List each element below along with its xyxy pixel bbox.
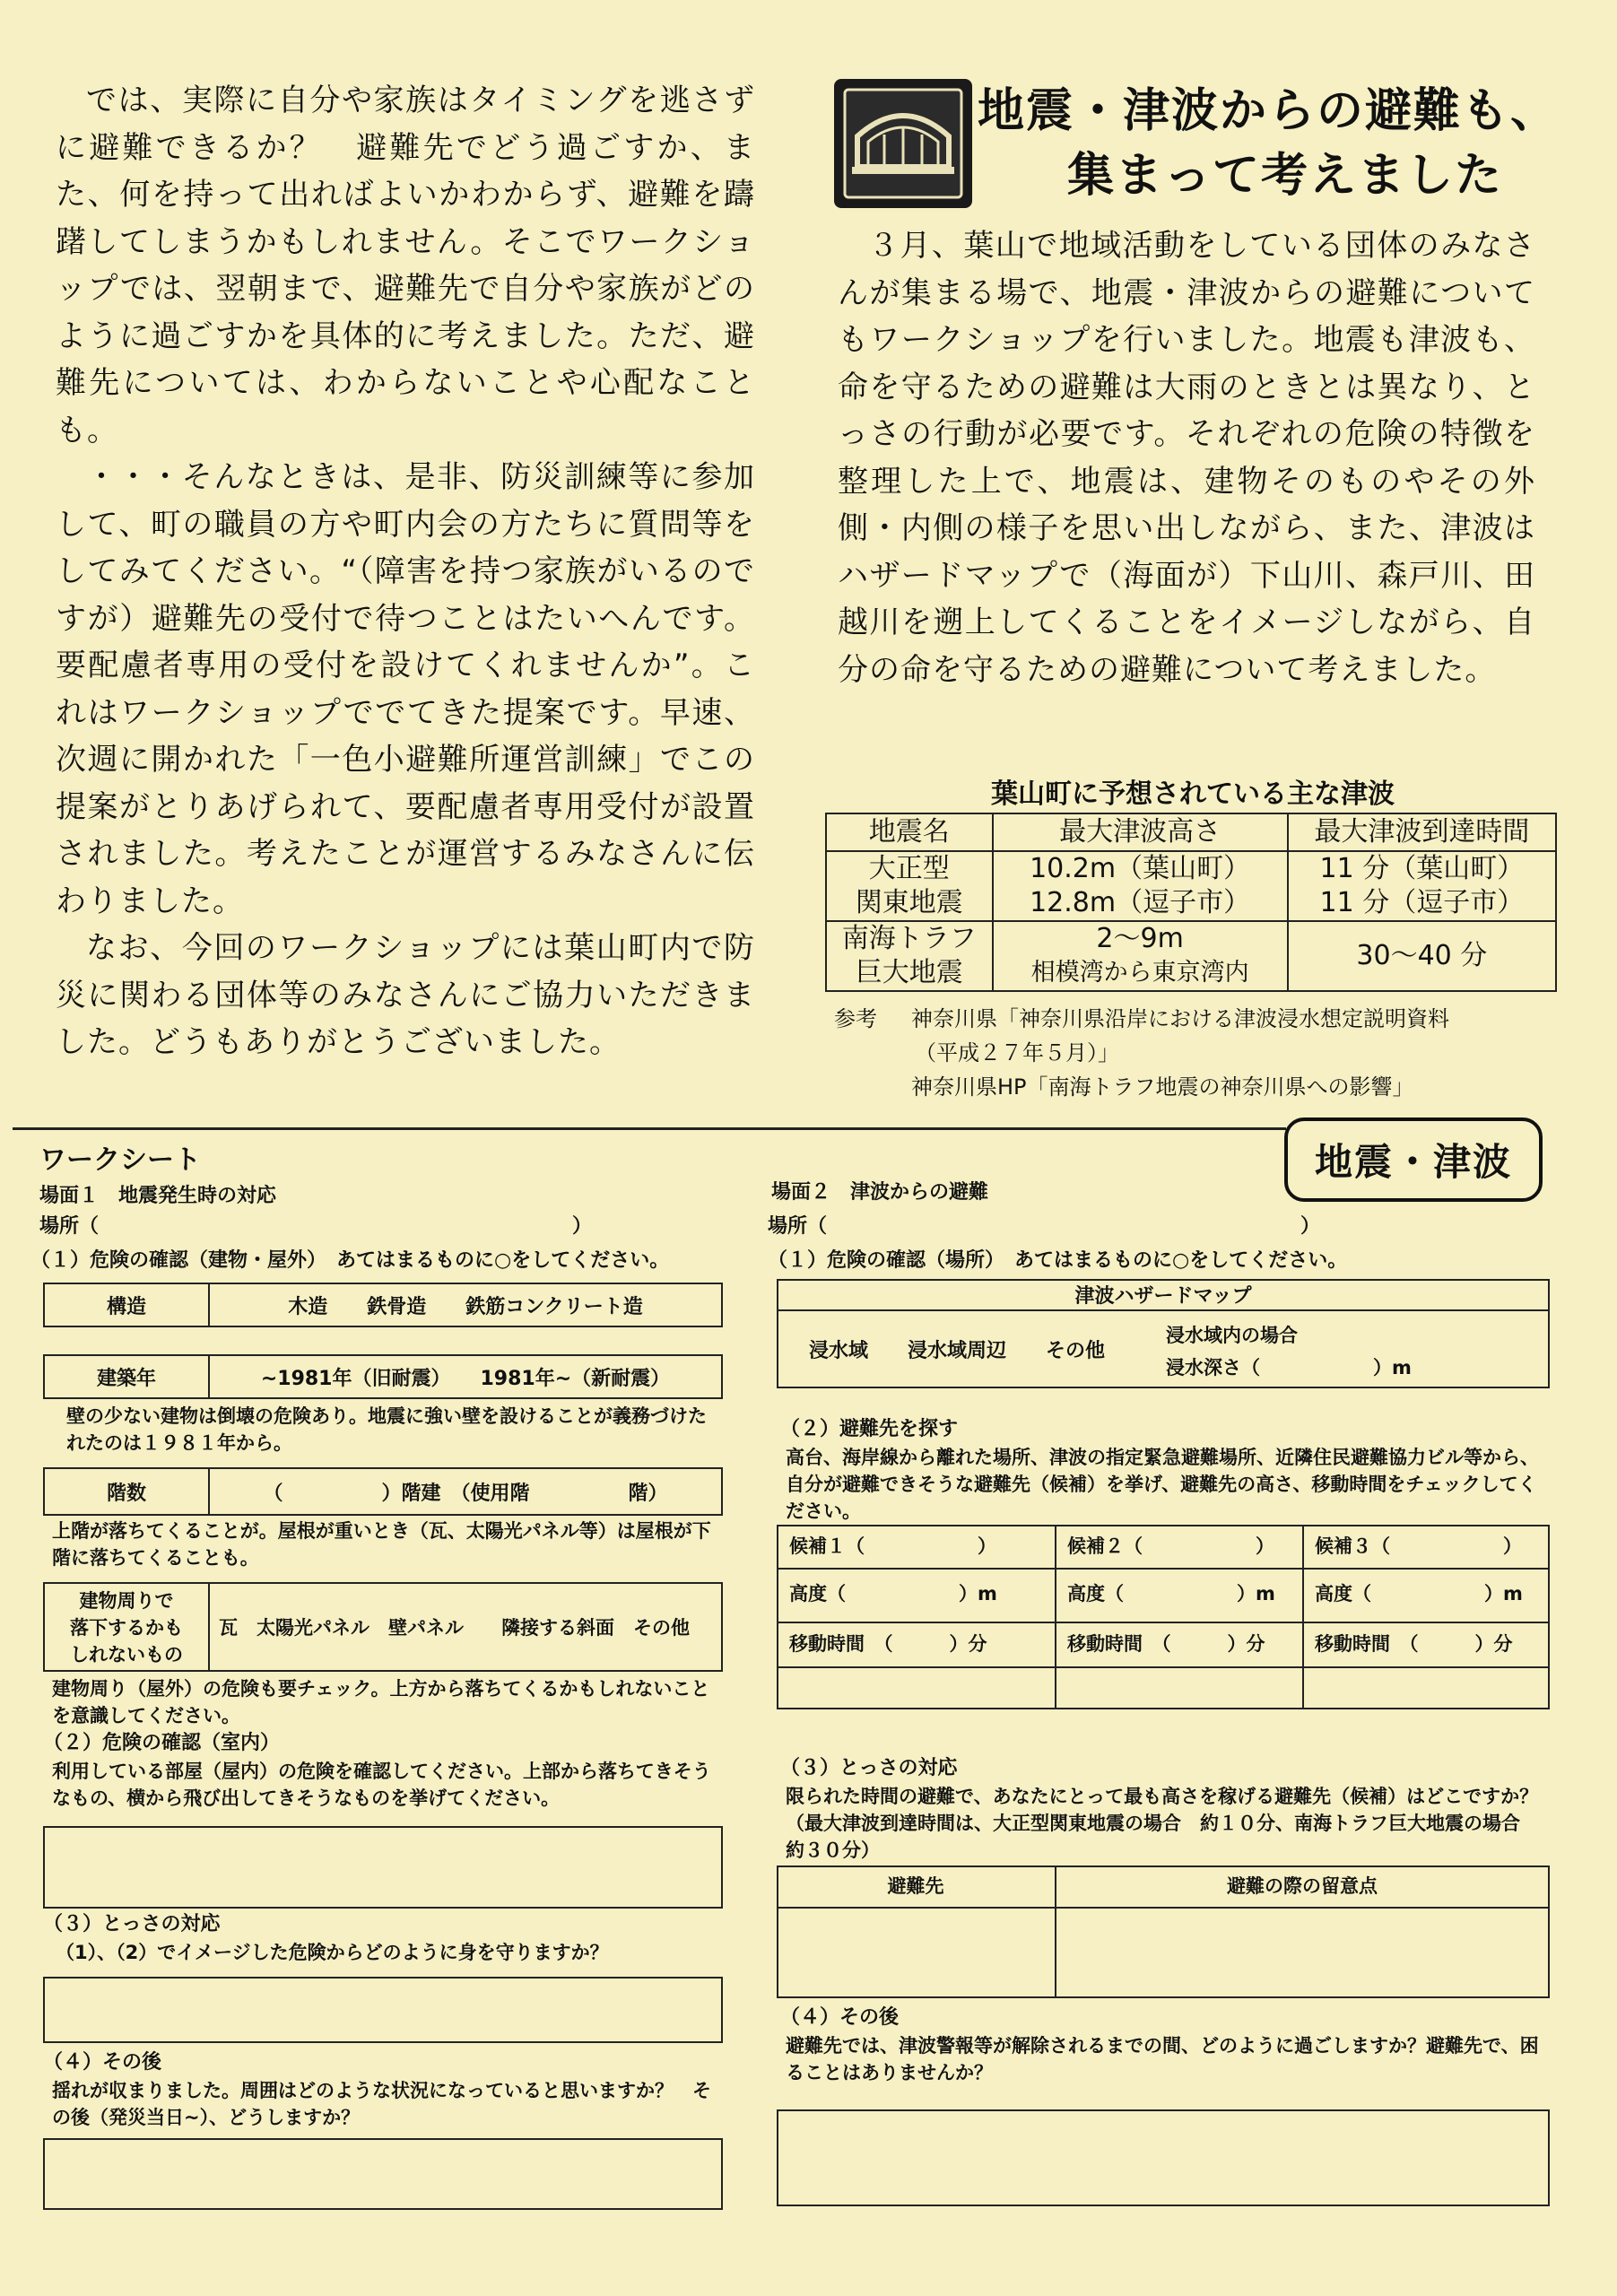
hazard-map-header: 津波ハザードマップ: [777, 1279, 1550, 1311]
candidate-3-name[interactable]: 候補３（ ）: [1315, 1535, 1522, 1557]
floors-note: 上階が落ちてくることが。屋根が重いとき（瓦、太陽光パネル等）は屋根が下階に落ちてくることも。: [52, 1520, 711, 1569]
scene2-q4-answer[interactable]: [777, 2109, 1550, 2206]
scene1-q1: （１）危険の確認（建物・屋外） あてはまるものに○をしてください。: [30, 1249, 670, 1272]
tsunami-header-time: 最大津波到達時間: [1288, 813, 1556, 851]
article-paragraph-1: ３月、葉山で地域活動をしている団体のみなさんが集まる場で、地震・津波からの避難についてもワークショップを行いました。地震も津波も、命を守るための避難は大雨のときとは異なり、とっさの行動が必要です。それぞれの危険の特徴を整理した上で、地震は、建物そのものやその外側・内側の様子を思い出しながら、また、津波はハザードマップで（海面が）下山川、森戸川、田越川を遡上してくることをイメージしながら、自分の命を守るための避難について考えました。: [838, 228, 1535, 688]
table-cell: 巨大地震: [855, 957, 963, 988]
candidate-row-divider-2: [777, 1622, 1550, 1623]
table-cell: 12.8m（逗子市）: [1030, 887, 1251, 918]
table-cell: 30〜40 分: [1356, 940, 1488, 971]
article-heading: [978, 79, 1560, 208]
candidate-1-name[interactable]: 候補１（ ）: [789, 1535, 996, 1557]
candidate-row-divider-1: [777, 1568, 1550, 1570]
table-cell: 10.2m（葉山町）: [1030, 853, 1251, 884]
candidate-col-divider-2: [1302, 1525, 1304, 1709]
plan-answer-notes[interactable]: [1056, 1909, 1548, 1996]
scene1-place: 場所（ ）: [39, 1215, 593, 1238]
year-options[interactable]: ~1981年（旧耐震） 1981年~（新耐震）: [208, 1354, 723, 1399]
scene1-q4-answer[interactable]: [43, 2138, 723, 2210]
table-row: [826, 921, 1556, 991]
evacuation-shelter-icon: [832, 77, 974, 210]
plan-col-a: 避難先: [887, 1875, 944, 1897]
scene1-q2-text: 利用している部屋（屋内）の危険を確認してください。上部から落ちてきそうなもの、横から飛び出してきそうなものを挙げてください。: [52, 1761, 711, 1809]
reference-1: 神奈川県「神奈川県沿岸における津波浸水想定説明資料: [911, 1006, 1449, 1031]
depth-label-2[interactable]: 浸水深さ（ ）m: [1166, 1357, 1412, 1378]
depth-label-1: 浸水域内の場合: [1166, 1325, 1298, 1346]
tsunami-table-title: 葉山町に予想されている主な津波: [991, 778, 1395, 810]
scene2-q2: （２）避難先を探す: [780, 1418, 959, 1440]
candidate-row-divider-3: [777, 1666, 1550, 1668]
around-note: 建物周り（屋外）の危険も要チェック。上方から落ちてくるかもしれないことを意識してください。: [52, 1678, 710, 1726]
floors-field[interactable]: （ ）階建 （使用階 階）: [208, 1467, 723, 1516]
scene2-q3-text: 限られた時間の避難で、あなたにとって最も高さを稼げる避難先（候補）はどこですか？（最大津波到達時間は、大正型関東地震の場合 約１０分、南海トラフ巨大地震の場合 約３０分）: [786, 1786, 1539, 1861]
scene2-title: 場面２ 津波からの避難: [771, 1181, 989, 1204]
structure-options[interactable]: 木造 鉄骨造 鉄筋コンクリート造: [208, 1283, 723, 1327]
around-options[interactable]: 瓦 太陽光パネル 壁パネル 隣接する斜面 その他: [208, 1582, 723, 1672]
table-cell: 南海トラフ: [841, 923, 977, 954]
candidate-1-time[interactable]: 移動時間 （ ）分: [789, 1633, 987, 1655]
structure-label: 構造: [43, 1283, 210, 1327]
candidate-2-name[interactable]: 候補２（ ）: [1067, 1535, 1274, 1557]
scene1-q2-answer[interactable]: [43, 1826, 723, 1909]
around-label: [43, 1582, 210, 1672]
year-label: 建築年: [43, 1354, 210, 1399]
scene1-q3: （３）とっさの対応: [43, 1913, 221, 1935]
candidate-1-height[interactable]: 高度（ ）m: [789, 1583, 997, 1605]
tsunami-header-name: 地震名: [826, 813, 993, 851]
article-heading-line2: 集まって考えました: [1067, 149, 1504, 203]
table-cell: 相模湾から東京湾内: [1030, 959, 1249, 987]
scene1-q4-text: 揺れが収まりました。周囲はどのような状況になっていると思いますか？ その後（発災当日~）、どうしますか？: [52, 2080, 711, 2128]
scene1-q3-text: （1）、（2）でイメージした危険からどのように身を守りますか？: [56, 1942, 609, 1963]
scene1-q2: （２）危険の確認（室内）: [43, 1732, 281, 1754]
scene2-q1: （１）危険の確認（場所） あてはまるものに○をしてください。: [768, 1249, 1348, 1272]
tsunami-header-height: 最大津波高さ: [993, 813, 1288, 851]
section-badge: 地震・津波: [1284, 1118, 1543, 1202]
table-cell: 2〜9m: [1096, 923, 1184, 954]
candidate-2-height[interactable]: 高度（ ）m: [1067, 1583, 1275, 1605]
reference-2: 神奈川県HP「南海トラフ地震の神奈川県への影響」: [911, 1074, 1414, 1100]
candidate-col-divider-1: [1055, 1525, 1056, 1709]
scene2-q4: （４）その後: [780, 2006, 900, 2029]
left-column-text: [56, 77, 755, 1066]
around-label-3: しれないもの: [70, 1644, 183, 1665]
reference-label: 参考: [834, 1006, 877, 1031]
scene1-q3-answer[interactable]: [43, 1977, 723, 2043]
scene2-q3: （３）とっさの対応: [780, 1757, 958, 1779]
table-row: [826, 851, 1556, 921]
section-divider: [13, 1127, 1286, 1130]
article-heading-line1: 地震・津波からの避難も、: [978, 84, 1560, 138]
tsunami-table: [825, 813, 1557, 992]
year-note: 壁の少ない建物は倒壊の危険あり。地震に強い壁を設けることが義務づけたれたのは１９８１年から。: [66, 1405, 707, 1454]
plan-answer-destination[interactable]: [778, 1909, 1053, 1996]
left-paragraph-3: なお、今回のワークショップには葉山町内で防災に関わる団体等のみなさんにご協力いただきました。どうもありがとうございました。: [56, 930, 755, 1060]
scene1-title: 場面１ 地震発生時の対応: [39, 1185, 277, 1207]
around-label-2: 落下するかも: [70, 1617, 183, 1639]
scene2-place: 場所（ ）: [768, 1215, 1321, 1238]
table-cell: 関東地震: [855, 887, 963, 918]
around-label-1: 建物周りで: [79, 1590, 174, 1612]
hazard-map-options[interactable]: 浸水域 浸水域周辺 その他: [809, 1339, 1106, 1362]
table-cell: 大正型: [868, 853, 950, 884]
table-cell: 11 分（葉山町）: [1319, 853, 1525, 884]
left-paragraph-1: では、実際に自分や家族はタイミングを逃さずに避難できるか？ 避難先でどう過ごすか、また、何を持って出ればよいかわからず、避難を躊躇してしまうかもしれません。そこでワークショップでは、翌朝まで、避難先で自分や家族がどのように過ごすかを具体的に考えました。ただ、避難先については、わからないことや心配なことも。: [56, 83, 755, 448]
floors-label: 階数: [43, 1467, 210, 1516]
scene2-q4-text: 避難先では、津波警報等が解除されるまでの間、どのように過ごしますか？避難先で、困ることはありませんか？: [786, 2035, 1539, 2083]
candidate-3-height[interactable]: 高度（ ）m: [1315, 1583, 1523, 1605]
article-body: [838, 222, 1535, 693]
table-cell: 11 分（逗子市）: [1319, 887, 1525, 918]
reference-1b: （平成２７年５月）」: [915, 1040, 1119, 1065]
worksheet-title: ワークシート: [39, 1144, 201, 1176]
scene2-q2-text: 高台、海岸線から離れた場所、津波の指定緊急避難場所、近隣住民避難協力ビル等から、自分が避難できそうな避難先（候補）を挙げ、避難先の高さ、移動時間をチェックしてください。: [786, 1447, 1539, 1522]
left-paragraph-2: ・・・そんなときは、是非、防災訓練等に参加して、町の職員の方や町内会の方たちに質問等をしてみてください。“（障害を持つ家族がいるのですが）避難先の受付で待つことはたいへんです。要配慮者専用の受付を設けてくれませんか”。これはワークショップででてきた提案です。早速、次週に開かれた「一色小避難所運営訓練」でこの提案がとりあげられて、要配慮者専用受付が設置されました。考えたことが運営するみなさんに伝わりました。: [56, 459, 755, 919]
scene1-q4: （４）その後: [43, 2051, 162, 2074]
candidate-2-time[interactable]: 移動時間 （ ）分: [1067, 1633, 1265, 1655]
plan-col-b: 避難の際の留意点: [1227, 1875, 1378, 1897]
candidate-3-time[interactable]: 移動時間 （ ）分: [1315, 1633, 1513, 1655]
